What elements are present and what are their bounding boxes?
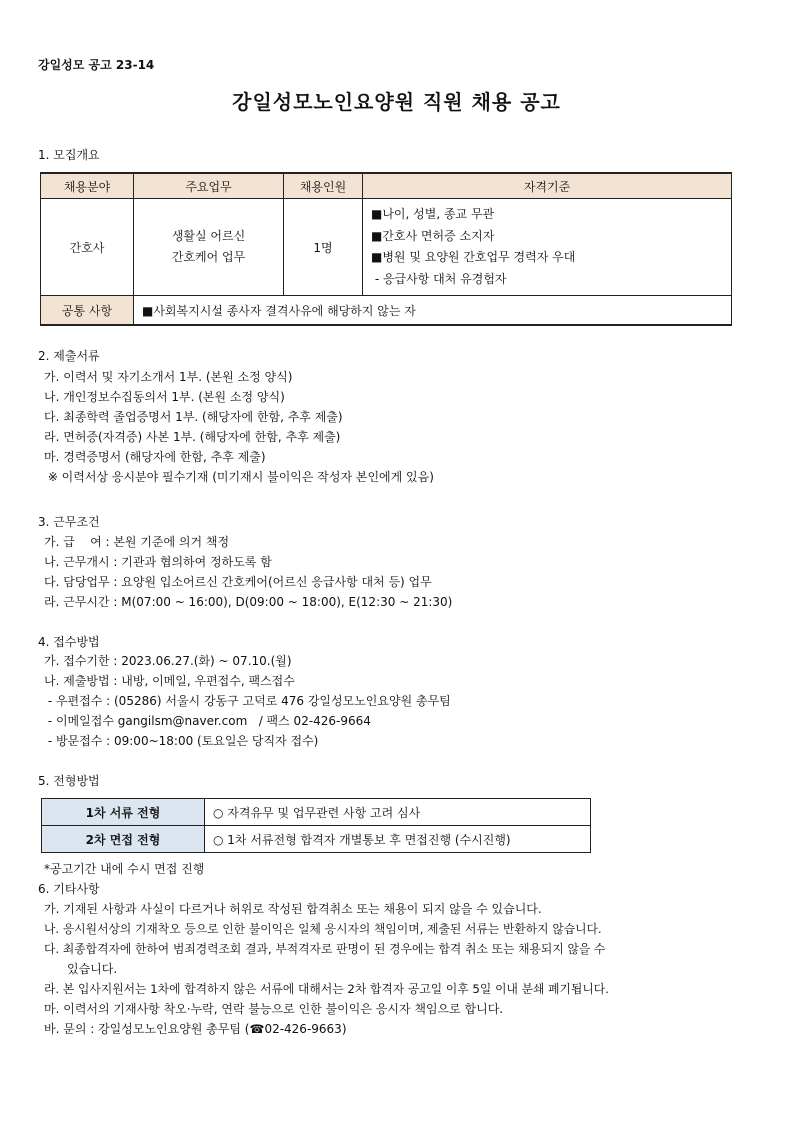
count-cell: 1명	[284, 199, 363, 296]
list-item: 다. 최종학력 졸업증명서 1부. (해당자에 한함, 추후 제출)	[44, 410, 343, 424]
section-6-heading: 6. 기타사항	[38, 882, 100, 896]
criteria-cell	[363, 199, 732, 296]
list-note: ※ 이력서상 응시분야 필수기재 (미기재시 불이익은 작성자 본인에게 있음)	[44, 470, 434, 484]
stage-value: ○ 자격유무 및 업무관련 사항 고려 심사	[205, 799, 591, 826]
duty-line: 간호케어 업무	[171, 250, 246, 264]
list-item: 가. 접수기한 : 2023.06.27.(화) ~ 07.10.(월)	[44, 654, 292, 668]
list-item: - 이메일접수 gangilsm@naver.com / 팩스 02-426-9664	[44, 714, 371, 728]
list-item: 가. 급 여 : 본원 기준에 의거 책정	[44, 535, 230, 549]
table-row	[42, 826, 591, 853]
list-item-continued: 있습니다.	[67, 962, 118, 976]
section-1-heading: 1. 모집개요	[38, 148, 100, 162]
list-item: 나. 제출방법 : 내방, 이메일, 우편접수, 팩스접수	[44, 674, 295, 688]
criteria-item: ■병원 및 요양원 간호업무 경력자 우대	[371, 250, 576, 264]
selection-process-table	[41, 798, 591, 853]
header-field: 채용분야	[41, 173, 134, 199]
table-row	[41, 199, 732, 296]
table-row	[42, 799, 591, 826]
document-number: 강일성모 공고 23-14	[38, 58, 155, 72]
recruitment-overview-table	[40, 172, 732, 326]
field-cell: 간호사	[41, 199, 134, 296]
list-item: - 방문접수 : 09:00~18:00 (토요일은 당직자 접수)	[44, 734, 319, 748]
list-item: 다. 담당업무 : 요양원 입소어르신 간호케어(어르신 응급사항 대처 등) 업무	[44, 575, 432, 589]
list-item: 라. 근무시간 : M(07:00 ~ 16:00), D(09:00 ~ 18:00), E(12:30 ~ 21:30)	[44, 595, 453, 609]
section-4-heading: 4. 접수방법	[38, 635, 100, 649]
stage-label: 1차 서류 전형	[42, 799, 205, 826]
list-item: 라. 본 입사지원서는 1차에 합격하지 않은 서류에 대해서는 2차 합격자 공고일 이후 5일 이내 분쇄 폐기됩니다.	[44, 982, 609, 996]
list-item: 마. 경력증명서 (해당자에 한함, 추후 제출)	[44, 450, 266, 464]
list-item: 가. 이력서 및 자기소개서 1부. (본원 소정 양식)	[44, 370, 293, 384]
list-item: 나. 근무개시 : 기관과 협의하여 정하도록 함	[44, 555, 272, 569]
list-item: 다. 최종합격자에 한하여 범죄경력조회 결과, 부적격자로 판명이 된 경우에는 합격 취소 또는 채용되지 않을 수	[44, 942, 606, 956]
page-title: 강일성모노인요양원 직원 채용 공고	[232, 90, 561, 114]
interview-note: *공고기간 내에 수시 면접 진행	[44, 862, 205, 876]
criteria-item: ■간호사 면허증 소지자	[371, 228, 495, 243]
stage-label: 2차 면접 전형	[42, 826, 205, 853]
common-label: 공통 사항	[41, 296, 134, 326]
header-duty: 주요업무	[134, 173, 284, 199]
section-5-heading: 5. 전형방법	[38, 774, 100, 788]
list-item: 가. 기재된 사항과 사실이 다르거나 허위로 작성된 합격취소 또는 채용이 되지 않을 수 있습니다.	[44, 902, 542, 916]
common-row	[41, 296, 732, 326]
header-criteria: 자격기준	[363, 173, 732, 199]
list-item: 라. 면허증(자격증) 사본 1부. (해당자에 한함, 추후 제출)	[44, 430, 341, 444]
contact-info: 바. 문의 : 강일성모노인요양원 총무팀 (☎02-426-9663)	[44, 1022, 347, 1036]
common-value: ■사회복지시설 종사자 결격사유에 해당하지 않는 자	[134, 296, 732, 326]
list-item: 나. 개인정보수집동의서 1부. (본원 소정 양식)	[44, 390, 285, 404]
stage-value: ○ 1차 서류전형 합격자 개별통보 후 면접진행 (수시진행)	[205, 826, 591, 853]
section-3-heading: 3. 근무조건	[38, 515, 100, 529]
list-item: 마. 이력서의 기재사항 착오·누락, 연락 불능으로 인한 불이익은 응시자 책임으로 합니다.	[44, 1002, 504, 1016]
list-item: - 우편접수 : (05286) 서울시 강동구 고덕로 476 강일성모노인요양원 총무팀	[44, 694, 451, 708]
section-2-heading: 2. 제출서류	[38, 349, 100, 363]
duty-cell	[134, 199, 284, 296]
duty-line: 생활실 어르신	[171, 229, 246, 243]
list-item: 나. 응시원서상의 기재착오 등으로 인한 불이익은 일체 응시자의 책임이며, 제출된 서류는 반환하지 않습니다.	[44, 922, 602, 936]
table-header-row	[41, 173, 732, 199]
header-count: 채용인원	[284, 173, 363, 199]
criteria-item: - 응급사항 대처 유경험자	[371, 271, 507, 286]
criteria-item: ■나이, 성별, 종교 무관	[371, 207, 495, 221]
